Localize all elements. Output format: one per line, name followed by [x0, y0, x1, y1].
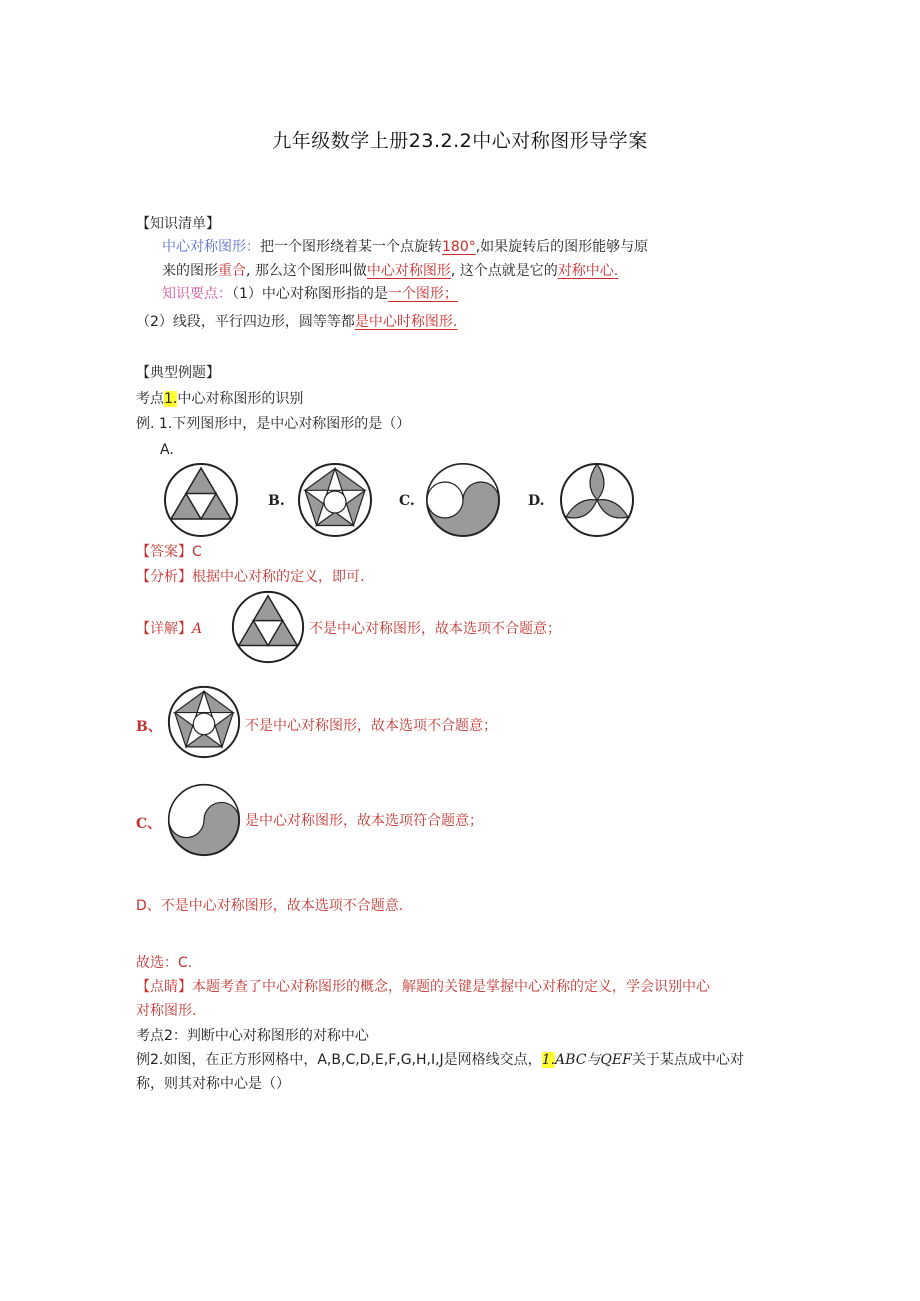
option-b-label: B.	[268, 493, 285, 509]
definition-text-3: 来的图形	[162, 263, 218, 279]
examples-header: 【典型例题】	[136, 365, 220, 381]
topic-1	[136, 389, 303, 409]
definition-text-2: ,如果旋转后的图形能够与原	[475, 239, 649, 255]
detail-d-text: D、不是中心对称图形，故本选项不合题意.	[136, 898, 404, 914]
option-d-figure	[556, 462, 638, 538]
option-d-label: D.	[528, 493, 545, 509]
choose-line: 故选：C.	[136, 955, 193, 971]
knowledge-point-1	[162, 284, 458, 304]
definition-text: 把一个图形绕着某一个点旋转	[260, 239, 442, 255]
definition-line-2	[162, 261, 618, 281]
definition-term-2: 中心对称图形	[366, 263, 451, 279]
detail-b-figure	[164, 684, 244, 760]
example-2-text: 例2.如图，在正方形网格中，A,B,C,D,E,F,G,H,I,J是网格线交点，	[136, 1052, 542, 1068]
point-1-answer: 一个图形；	[387, 286, 458, 302]
option-a-label: A.	[160, 442, 174, 458]
topic-1-title: 中心对称图形的识别	[177, 391, 304, 407]
topic-1-prefix: 考点	[136, 391, 164, 407]
analysis-line: 【分析】根据中心对称的定义，即可.	[136, 569, 365, 585]
option-a-figure	[160, 462, 242, 538]
topic-1-number: 1.	[164, 391, 178, 407]
option-c-figure	[422, 462, 504, 538]
option-c-label: C.	[399, 493, 415, 509]
definition-term: 中心对称图形：	[162, 239, 260, 255]
detail-a-prefix	[136, 619, 202, 639]
detail-c-figure	[164, 782, 244, 858]
detail-b-letter: B、	[136, 719, 162, 735]
example-2-triangles: ABC与QEF	[555, 1052, 632, 1068]
detail-label: 【详解】	[136, 621, 192, 637]
definition-center: 对称中心.	[557, 263, 619, 279]
point-2-answer: 是中心时称图形.	[354, 314, 458, 330]
point-1-text: （1）中心对称图形指的是	[232, 286, 388, 302]
comment-line-2: 对称图形.	[136, 1003, 197, 1019]
detail-b-text: 不是中心对称图形，故本选项不合题意；	[245, 718, 497, 734]
topic-2: 考点2：判断中心对称图形的对称中心	[136, 1028, 369, 1044]
knowledge-point-2	[136, 312, 457, 332]
example-2-line-2: 称，则其对称中心是（）	[136, 1076, 290, 1092]
comment-line-1: 【点睛】本题考查了中心对称图形的概念，解题的关键是掌握中心对称的定义，学会识别中心	[136, 979, 710, 995]
example-2-line-1	[136, 1050, 744, 1070]
points-label: 知识要点：	[162, 286, 232, 302]
detail-a-figure	[228, 589, 308, 665]
page-title: 九年级数学上册23.2.2中心对称图形导学案	[272, 130, 648, 152]
detail-a-text: 不是中心对称图形，故本选项不合题意；	[309, 621, 561, 637]
answer-line: 【答案】C	[136, 544, 202, 560]
definition-text-4: , 那么这个图形叫做	[246, 263, 367, 279]
detail-c-letter: C、	[136, 816, 162, 832]
definition-angle: 180°	[442, 239, 476, 255]
example-2-text-2: 关于某点成中心对	[631, 1052, 744, 1068]
knowledge-header: 【知识清单】	[136, 216, 220, 232]
example-1-question: 例. 1.下列图形中，是中心对称图形的是（）	[136, 416, 411, 432]
definition-line-1	[162, 237, 648, 257]
definition-text-5: , 这个点就是它的	[450, 263, 558, 279]
definition-overlap: 重合	[218, 263, 246, 279]
example-2-highlight: 1.	[541, 1052, 556, 1068]
option-b-figure	[294, 462, 376, 538]
detail-c-text: 是中心对称图形，故本选项符合题意；	[245, 813, 483, 829]
detail-a-letter: A	[192, 621, 203, 637]
point-2-text: （2）线段，平行四边形，圆等等都	[136, 314, 355, 330]
